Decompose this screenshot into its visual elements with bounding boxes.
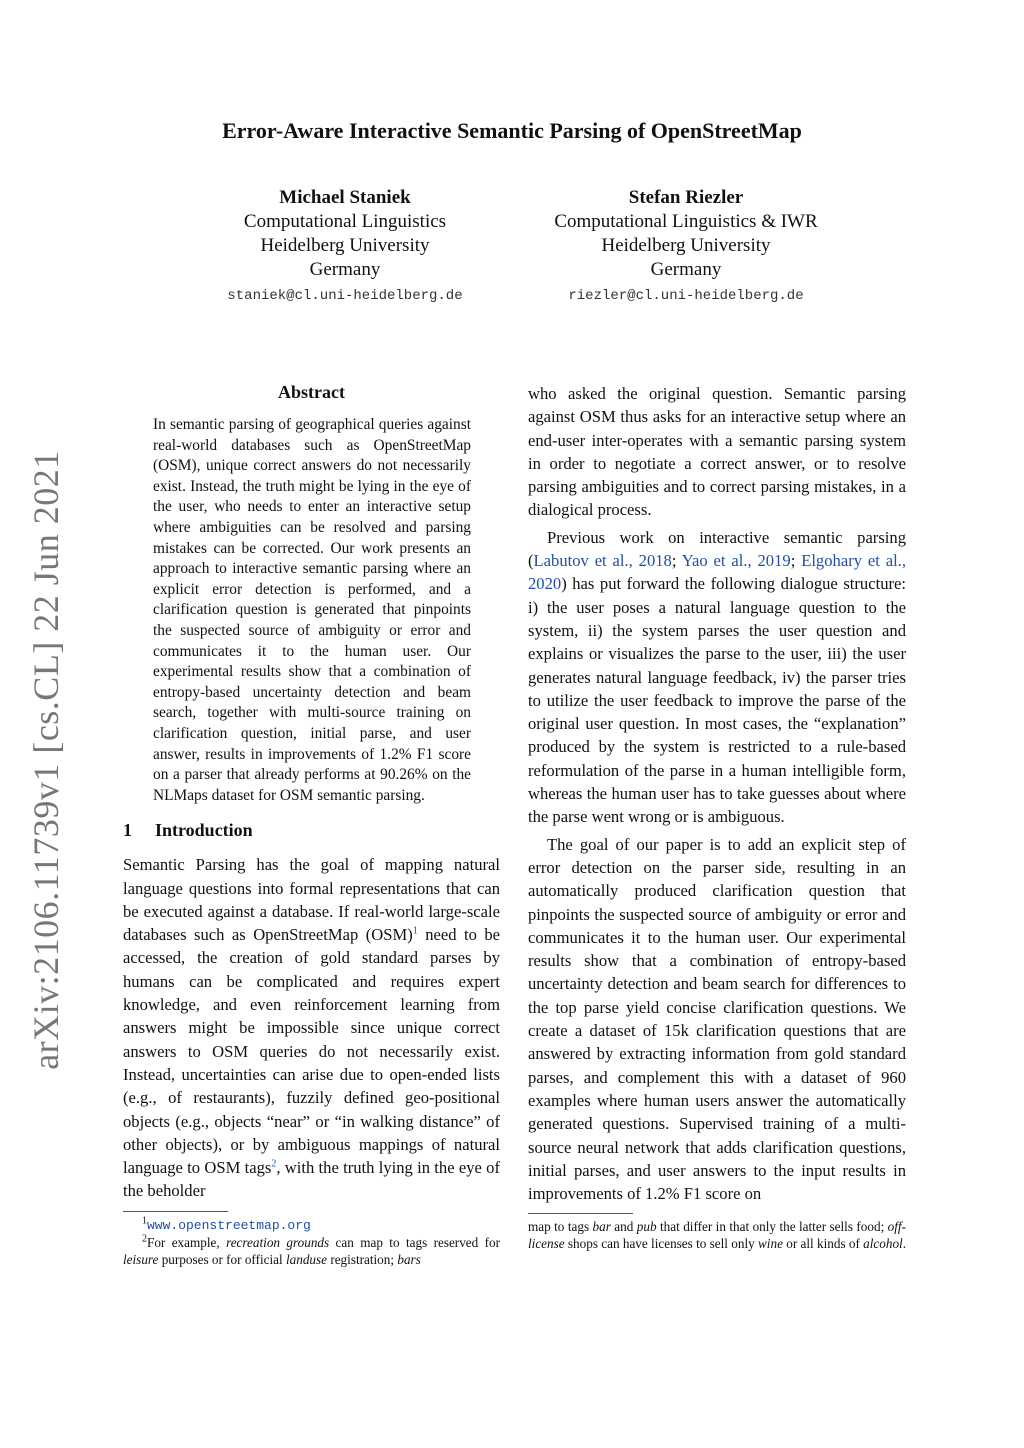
text-run: wine [758, 1236, 783, 1252]
text-run: pub [636, 1219, 657, 1235]
text-run: purposes or for official [158, 1251, 286, 1267]
citation-link[interactable]: Elgohary et al., 2020 [528, 551, 906, 594]
text-run: shops can have licenses to sell only [564, 1236, 759, 1252]
abstract-heading: Abstract [278, 382, 345, 402]
author-email[interactable]: staniek@cl.uni-heidelberg.de [227, 288, 463, 304]
intro-paragraph-1 [123, 853, 500, 1202]
footnote-ref-1[interactable]: 1 [412, 925, 418, 937]
text-run: bar [592, 1219, 611, 1235]
section-heading-introduction [123, 820, 500, 841]
text-run: off-license [528, 1219, 906, 1252]
footnote-divider [528, 1213, 633, 1214]
footnote-ref-2[interactable]: 2 [271, 1158, 277, 1170]
intro-paragraph-1-continued: who asked the original question. Semantic parsing against OSM thus asks for an interactive setup where an end-user inter-operates with a semantic parsing system in order to negotiate a correct answer, or to resolve parsing ambiguities and to correct parsing mistakes, in a dialogical process. [528, 384, 906, 520]
citation-link[interactable]: Yao et al., 2019 [681, 551, 791, 571]
text-run: and [610, 1219, 637, 1235]
author-affiliation: Computational Linguistics & IWR [554, 211, 818, 232]
intro-paragraph-3: The goal of our paper is to add an explicit step of error detection on the parser side, resulting in an automatically produced clarification question that pinpoints the suspected source of ambiguity or error and communicates it to the human user. Our experimental results show that a combination of entropy-based uncertainty detection and beam search for differences to the top parse yield concise clarification questions. We create a dataset of 15k clarification questions that are answered by extracting information from gold standard parses, and complement this with a dataset of 960 examples where human users answer the automatically generated questions. Supervised training of a multi-source neural network that adds clarification questions, initial parses, and user answers to the input results in improvements of 1.2% F1 score on [528, 834, 906, 1204]
text-run: Semantic Parsing has the goal of mapping natural language questions into formal representations that can be executed against a database. If real-world large-scale databases such as OpenStreetMap (OSM) [123, 855, 500, 945]
paper-title: Error-Aware Interactive Semantic Parsing of OpenStreetMap [222, 118, 802, 143]
text-run: ; [671, 551, 682, 571]
text-run: ) has put forward the following dialogue structure: i) the user poses a natural language question to the system, ii) the system parses the user question and explains or visualizes the parse to the user, iii) the user generates natural language feedback, iv) the parser tries to utilize the user feedback to improve the parse of the original user question. In most cases, the “explanation” produced by the system is restricted to a rule-based reformulation of the parse in a human intelligible form, whereas the human user has to take guesses about where the parse went wrong or is ambiguous. [528, 574, 906, 827]
text-run: For example, [147, 1234, 227, 1250]
author-university: Heidelberg University [260, 235, 430, 256]
author-name: Michael Staniek [279, 187, 411, 208]
arxiv-identifier-sidebar [26, 450, 66, 1070]
text-run: alcohol [863, 1236, 903, 1252]
text-run: that differ in that only the latter sells food; [656, 1219, 888, 1235]
text-run: map to tags [528, 1219, 593, 1235]
text-run: landuse [285, 1251, 328, 1267]
author-name: Stefan Riezler [628, 187, 744, 208]
text-run: need to be accessed, the creation of gold standard parses by humans can be complicated and requires expert knowledge, and even reinforcement learning from answers might be impossible since unique correct answers to OSM queries do not necessarily exist. Instead, uncertainties can arise due to open-ended lists (e.g., of restaurants), fuzzily defined geo-positional objects (e.g., objects “near” or “in walking distance” of other objects), or by ambiguous mappings of natural language to OSM tags [123, 925, 500, 1178]
author-affiliation: Computational Linguistics [243, 211, 447, 232]
author-block-2 [521, 186, 851, 308]
text-run: can map to tags reserved for [329, 1234, 501, 1250]
text-run: leisure [123, 1251, 159, 1267]
text-run: . [902, 1236, 907, 1252]
footnote-mark: 2 [142, 1233, 147, 1245]
abstract-text: In semantic parsing of geographical queries against real-world databases such as OpenStreetMap (OSM), unique correct answers do not necessarily exist. Instead, the truth might be lying in the eye of the user, who needs to enter an interactive setup where ambiguities can be resolved and parsing mistakes can be corrected. Our work presents an approach to interactive semantic parsing where an explicit error detection is performed, and a clarification question is generated that pinpoints the suspected source of ambiguity or error and communicates it to the human user. Our experimental results show that a combination of entropy-based uncertainty detection and beam search, together with multi-source training on clarification question, initial parse, and user answer, results in improvements of 1.2% F1 score on a parser that already performs at 90.26% on the NLMaps dataset for OSM semantic parsing. [153, 416, 471, 804]
text-run: or all kinds of [782, 1236, 864, 1252]
text-run: Previous work on interactive semantic parsing ( [528, 527, 906, 571]
footnote-1 [123, 1216, 500, 1234]
author-country: Germany [309, 259, 381, 280]
author-university: Heidelberg University [601, 235, 771, 256]
footnote-2-continued [528, 1218, 906, 1252]
footnote-divider [123, 1211, 228, 1212]
author-block-1 [180, 186, 510, 308]
footnote-2 [123, 1234, 500, 1268]
author-email[interactable]: riezler@cl.uni-heidelberg.de [568, 288, 804, 304]
section-title: Introduction [155, 820, 253, 841]
text-run: , with the truth lying in the eye of the beholder [123, 1158, 500, 1201]
text-run: ; [790, 551, 802, 571]
text-run: bars [397, 1251, 421, 1267]
text-run: recreation grounds [226, 1234, 330, 1250]
citation-link[interactable]: Labutov et al., 2018 [533, 551, 672, 571]
right-column [528, 382, 906, 1252]
arxiv-id-text: arXiv:2106.11739v1 [cs.CL] 22 Jun 2021 [26, 450, 66, 1070]
footnote-mark: 1 [142, 1215, 147, 1227]
text-run: registration; [327, 1251, 398, 1267]
left-column [123, 382, 500, 1268]
intro-paragraph-2 [528, 526, 906, 829]
footnote-url-link[interactable]: www.openstreetmap.org [147, 1217, 311, 1233]
section-number: 1 [123, 820, 132, 841]
author-country: Germany [650, 259, 722, 280]
